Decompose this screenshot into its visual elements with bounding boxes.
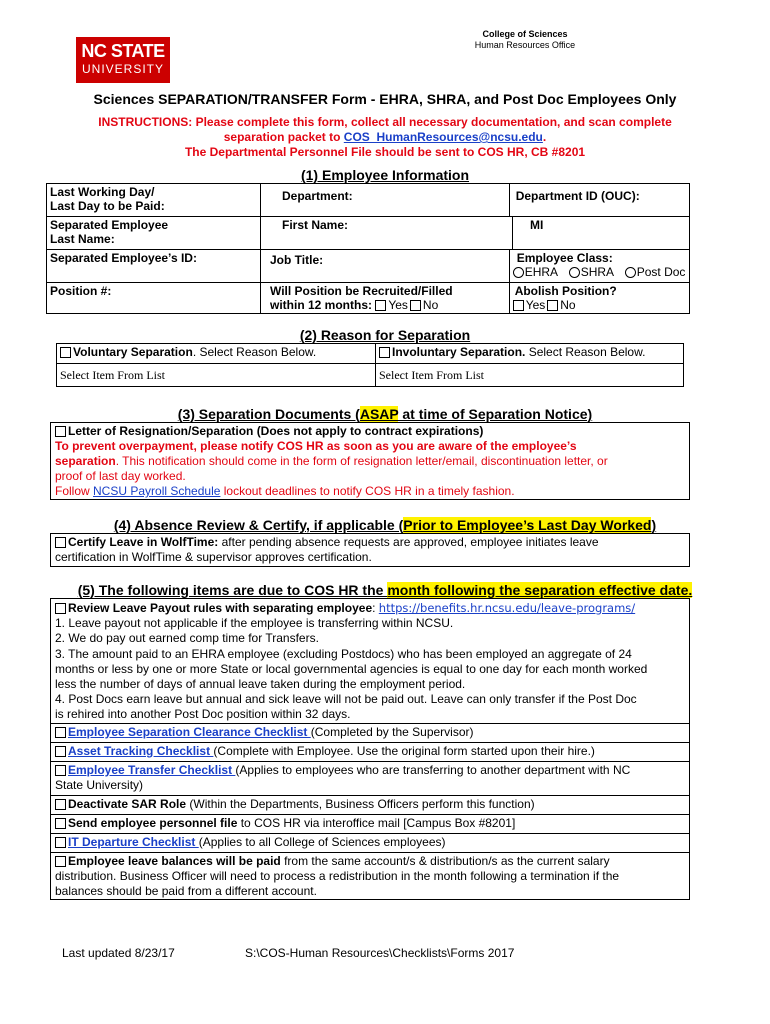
it-link[interactable]: IT Departure Checklist <box>68 835 199 849</box>
recruited-within-label: within 12 months: <box>270 298 372 312</box>
rule-3a: 3. The amount paid to an EHRA employee (excluding Postdocs) who has been employed an aggregate of 24 <box>55 647 632 661</box>
resignation-item <box>55 424 685 439</box>
postdoc-label: Post Doc <box>636 265 686 279</box>
voluntary-hint: . Select Reason Below. <box>192 345 317 359</box>
transfer-line2: State University) <box>55 778 144 792</box>
ehra-radio[interactable] <box>513 267 524 278</box>
employee-class-label: Employee Class: <box>516 251 613 265</box>
section5-box <box>50 598 690 900</box>
involuntary-reason-select[interactable]: Select Item From List <box>376 364 684 387</box>
resignation-checkbox[interactable] <box>55 426 66 437</box>
personnel-checkbox[interactable] <box>55 818 66 829</box>
clearance-link[interactable]: Employee Separation Clearance Checklist <box>68 725 311 739</box>
first-name-cell[interactable] <box>261 217 513 250</box>
wolftime-label: Certify Leave in WolfTime: <box>68 535 219 549</box>
section3-heading: (3) Separation Documents (ASAP at time of Separation Notice) <box>177 406 593 422</box>
personnel-item: Send employee personnel file to COS HR via interoffice mail [Campus Box #8201] <box>55 816 685 831</box>
logo-line2: UNIVERSITY <box>81 62 164 76</box>
overpayment-warning: To prevent overpayment, please notify COS HR as soon as you are aware of the employee’s <box>55 439 577 453</box>
section4-heading: (4) Absence Review & Certify, if applicable (Prior to Employee’s Last Day Worked) <box>113 517 657 533</box>
office-name: Human Resources Office <box>474 40 576 50</box>
clearance-item: Employee Separation Clearance Checklist (Completed by the Supervisor) <box>55 725 685 740</box>
proof-text: proof of last day worked. <box>55 469 186 483</box>
involuntary-cell <box>376 344 684 364</box>
abolish-cell <box>509 283 689 314</box>
rule-3b: months or less by one or more State or local governmental agencies is equal to one day for each month worked <box>55 662 648 676</box>
recruited-yes-label: Yes <box>388 298 408 312</box>
reason-table <box>56 343 684 387</box>
section3-box <box>50 422 690 500</box>
employee-class-cell <box>509 250 689 283</box>
resignation-label: Letter of Resignation/Separation (Does not apply to contract expirations) <box>68 424 484 438</box>
payroll-schedule-link[interactable]: NCSU Payroll Schedule <box>93 484 221 498</box>
mi-label: MI <box>530 218 544 232</box>
asset-checkbox[interactable] <box>55 746 66 757</box>
employee-class-options <box>513 265 686 279</box>
rule-1: 1. Leave payout not applicable if the employee is transferring within NCSU. <box>55 616 454 630</box>
separated-employee-label: Separated Employee <box>50 218 169 232</box>
balances-item: Employee leave balances will be paid from the same account/s & distribution/s as the current salary <box>55 854 685 869</box>
last-name-label: Last Name: <box>50 232 115 246</box>
section5-heading: (5) The following items are due to COS HR the month following the separation effective date. <box>77 582 693 598</box>
asap-highlight: ASAP <box>359 406 399 422</box>
notification-text: separation. This notification should come in the form of resignation letter/email, discontinuation letter, or <box>55 454 608 468</box>
transfer-item: Employee Transfer Checklist (Applies to employees who are transferring to another department with NC <box>55 763 685 778</box>
instructions-line2: separation packet to COS_HumanResources@ncsu.edu. <box>223 130 547 144</box>
first-name-label: First Name: <box>282 218 349 232</box>
payout-label: Review Leave Payout rules with separating employee <box>68 601 373 615</box>
department-id-label: Department ID (OUC): <box>515 189 640 203</box>
section1-heading: (1) Employee Information <box>300 167 470 183</box>
recruited-no-label: No <box>422 298 439 312</box>
last-updated: Last updated 8/23/17 <box>62 946 175 960</box>
involuntary-checkbox[interactable] <box>379 347 390 358</box>
leave-programs-link[interactable]: https://benefits.hr.ncsu.edu/leave-programs/ <box>378 601 636 615</box>
last-working-day-label: Last Working Day/ <box>50 185 155 199</box>
employee-info-table <box>46 183 690 314</box>
payout-item: Review Leave Payout rules with separating employee: https://benefits.hr.ncsu.edu/leave-programs/ <box>55 601 685 616</box>
section4-box <box>50 533 690 567</box>
job-title-cell[interactable] <box>261 250 510 283</box>
balances-line3: balances should be paid from a different account. <box>55 884 317 898</box>
rule-2: 2. We do pay out earned comp time for Transfers. <box>55 631 319 645</box>
employee-id-label: Separated Employee’s ID: <box>50 251 197 265</box>
recruited-label: Will Position be Recruited/Filled <box>270 284 453 298</box>
rule-4b: is rehired into another Post Doc position within 32 days. <box>55 707 351 721</box>
transfer-checkbox[interactable] <box>55 765 66 776</box>
abolish-no-checkbox[interactable] <box>547 300 558 311</box>
ehra-label: EHRA <box>524 265 558 279</box>
personnel-label: Send employee personnel file <box>68 816 238 830</box>
wolftime-line2: certification in WolfTime & supervisor approves certification. <box>55 550 372 564</box>
prior-highlight: Prior to Employee’s Last Day Worked <box>403 517 652 533</box>
voluntary-reason-select[interactable]: Select Item From List <box>57 364 376 387</box>
balances-line2: distribution. Business Officer will need to process a redistribution in the month following a termination if the <box>55 869 620 883</box>
abolish-yes-label: Yes <box>525 298 546 312</box>
abolish-yes-checkbox[interactable] <box>513 300 524 311</box>
transfer-link[interactable]: Employee Transfer Checklist <box>68 763 236 777</box>
postdoc-radio[interactable] <box>625 267 636 278</box>
asset-link[interactable]: Asset Tracking Checklist <box>68 744 214 758</box>
shra-radio[interactable] <box>569 267 580 278</box>
hr-email-link[interactable]: COS_HumanResources@ncsu.edu <box>343 130 543 144</box>
payout-checkbox[interactable] <box>55 603 66 614</box>
instructions-line1: INSTRUCTIONS: Please complete this form, collect all necessary documentation, and scan complete <box>98 115 672 129</box>
sar-checkbox[interactable] <box>55 799 66 810</box>
college-name: College of Sciences <box>482 29 568 39</box>
voluntary-label: Voluntary Separation <box>73 345 193 359</box>
page-title: Sciences SEPARATION/TRANSFER Form - EHRA, SHRA, and Post Doc Employees Only <box>93 91 677 107</box>
recruited-yes-checkbox[interactable] <box>375 300 386 311</box>
involuntary-hint: Select Reason Below. <box>525 345 646 359</box>
balances-label: Employee leave balances will be paid <box>68 854 281 868</box>
sar-label: Deactivate SAR Role <box>68 797 187 811</box>
wolftime-item: Certify Leave in WolfTime: after pending absence requests are approved, employee initiates leave <box>55 535 685 550</box>
ncstate-logo <box>76 37 170 83</box>
mi-cell[interactable] <box>513 217 690 250</box>
last-day-paid-label: Last Day to be Paid: <box>50 199 165 213</box>
payroll-schedule-text: Follow NCSU Payroll Schedule lockout deadlines to notify COS HR in a timely fashion. <box>55 484 515 498</box>
section2-heading: (2) Reason for Separation <box>299 327 471 343</box>
abolish-label: Abolish Position? <box>514 284 617 298</box>
clearance-checkbox[interactable] <box>55 727 66 738</box>
it-checkbox[interactable] <box>55 837 66 848</box>
voluntary-cell <box>57 344 376 364</box>
position-number-cell[interactable] <box>47 283 261 314</box>
asset-item: Asset Tracking Checklist (Complete with Employee. Use the original form started upon their hire.) <box>55 744 685 759</box>
month-highlight: month following the separation effective date. <box>387 582 693 598</box>
balances-checkbox[interactable] <box>55 856 66 867</box>
voluntary-checkbox[interactable] <box>60 347 71 358</box>
last-name-cell[interactable] <box>47 217 261 250</box>
recruited-no-checkbox[interactable] <box>410 300 421 311</box>
department-id-cell[interactable] <box>509 184 689 217</box>
recruited-cell <box>261 283 510 314</box>
involuntary-label: Involuntary Separation. <box>392 345 526 359</box>
logo-line1: NC STATE <box>81 41 165 61</box>
last-working-day-cell[interactable] <box>47 184 261 217</box>
file-path: S:\COS-Human Resources\Checklists\Forms 2017 <box>245 946 515 960</box>
department-cell[interactable] <box>261 184 510 217</box>
it-item: IT Departure Checklist (Applies to all College of Sciences employees) <box>55 835 685 850</box>
department-label: Department: <box>282 189 353 203</box>
shra-label: SHRA <box>580 265 614 279</box>
position-number-label: Position #: <box>50 284 112 298</box>
job-title-label: Job Title: <box>270 253 324 267</box>
employee-id-cell[interactable] <box>47 250 261 283</box>
instructions-line3: The Departmental Personnel File should be sent to COS HR, CB #8201 <box>184 145 586 159</box>
abolish-no-label: No <box>560 298 576 312</box>
wolftime-checkbox[interactable] <box>55 537 66 548</box>
rule-3c: less the number of days of annual leave taken during the employment period. <box>55 677 466 691</box>
sar-item: Deactivate SAR Role (Within the Departments, Business Officers perform this function) <box>55 797 685 812</box>
rule-4a: 4. Post Docs earn leave but annual and sick leave will not be paid out. Leave can only transfer if the Post Doc <box>55 692 637 706</box>
instructions <box>0 115 770 160</box>
